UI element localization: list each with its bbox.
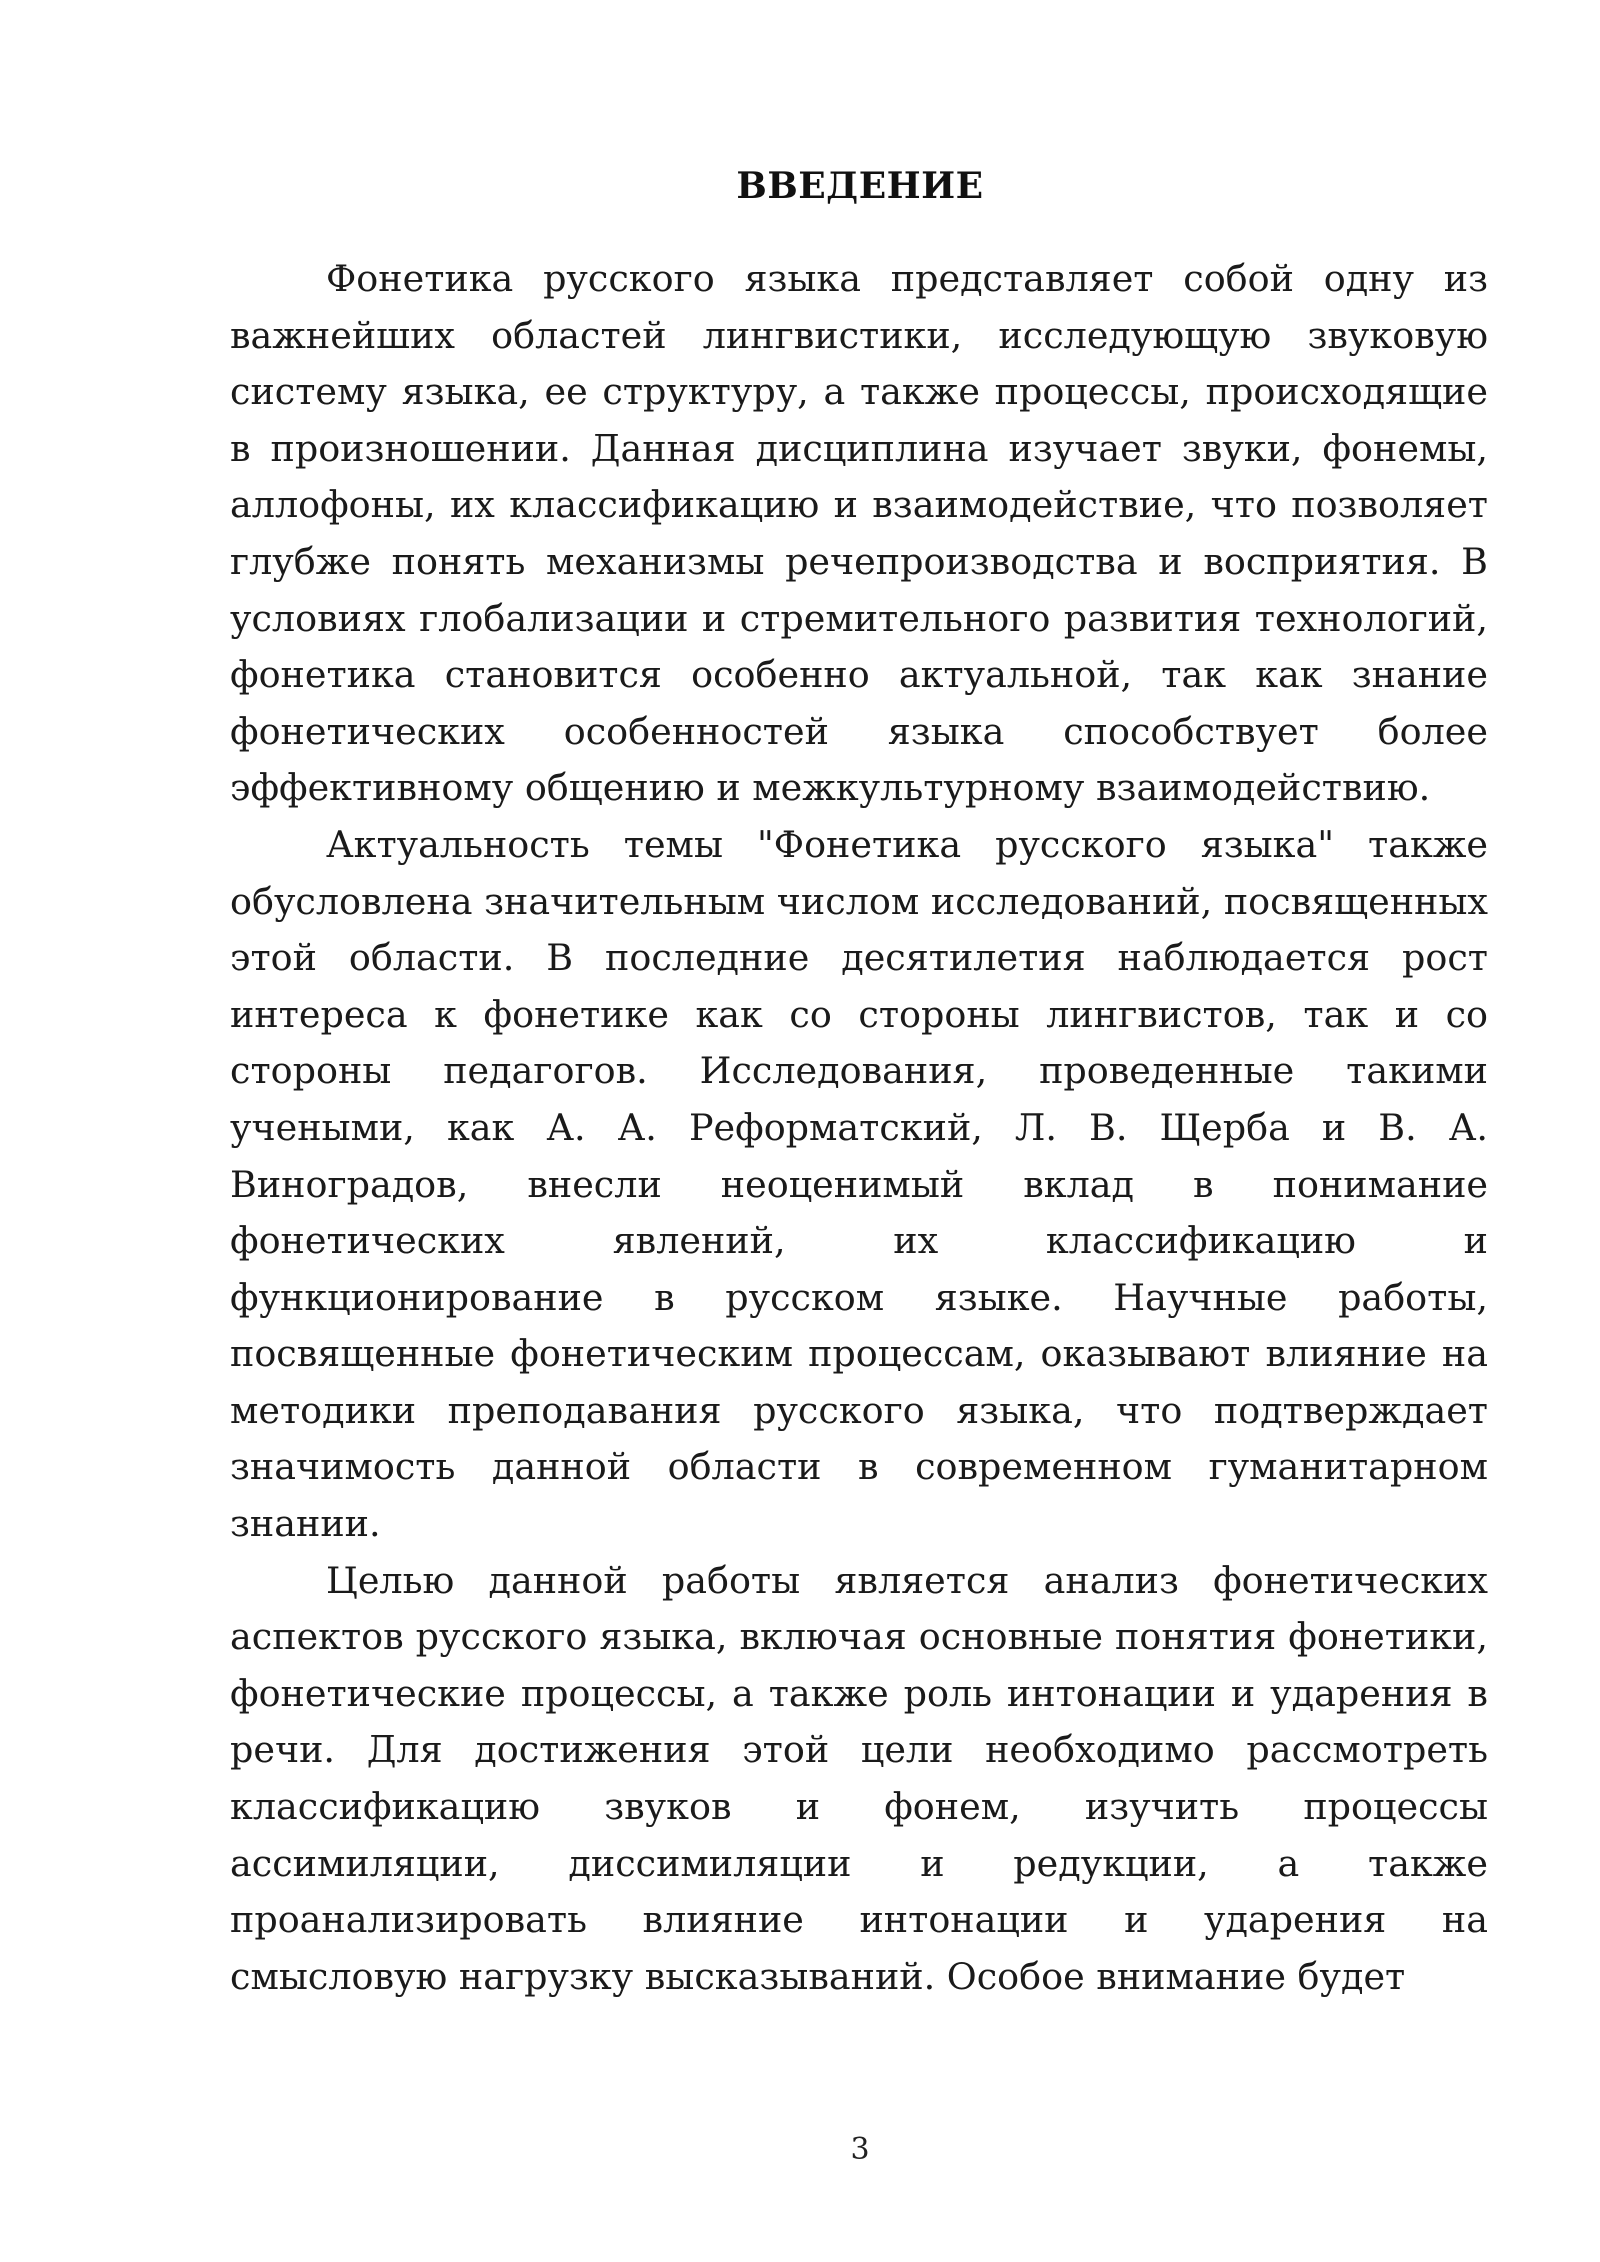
paragraph-1: Фонетика русского языка представляет собой одну из важнейших областей лингвистики, исследующую звуковую систему языка, ее структуру, а также процессы, происходящие в произношении. Данная дисциплина изучает звуки, фонемы, аллофоны, их классификацию и взаимодействие, что позволяет глубже понять механизмы речепроизводства и восприятия. В условиях глобализации и стремительного развития технологий, фонетика становится особенно актуальной, так как знание фонетических особенностей языка способствует более эффективному общению и межкультурному взаимодействию. <box>230 257 1488 810</box>
body-text <box>230 251 1488 2005</box>
paragraph-2: Актуальность темы "Фонетика русского языка" также обусловлена значительным числом исследований, посвященных этой области. В последние десятилетия наблюдается рост интереса к фонетике как со стороны лингвистов, так и со стороны педагогов. Исследования, проведенные такими учеными, как А. А. Реформатский, Л. В. Щерба и В. А. Виноградов, внесли неоценимый вклад в понимание фонетических явлений, их классификацию и функционирование в русском языке. Научные работы, посвященные фонетическим процессам, оказывают влияние на методики преподавания русского языка, что подтверждает значимость данной области в современном гуманитарном знании. <box>230 822 1488 1546</box>
page-number: 3 <box>850 2132 870 2167</box>
paragraph-3: Целью данной работы является анализ фонетических аспектов русского языка, включая основные понятия фонетики, фонетические процессы, а также роль интонации и ударения в речи. Для достижения этой цели необходимо рассмотреть классификацию звуков и фонем, изучить процессы ассимиляции, диссимиляции и редукции, а также проанализировать влияние интонации и ударения на смысловую нагрузку высказываний. Особое внимание будет <box>230 1558 1488 1998</box>
section-heading: ВВЕДЕНИЕ <box>736 165 984 207</box>
